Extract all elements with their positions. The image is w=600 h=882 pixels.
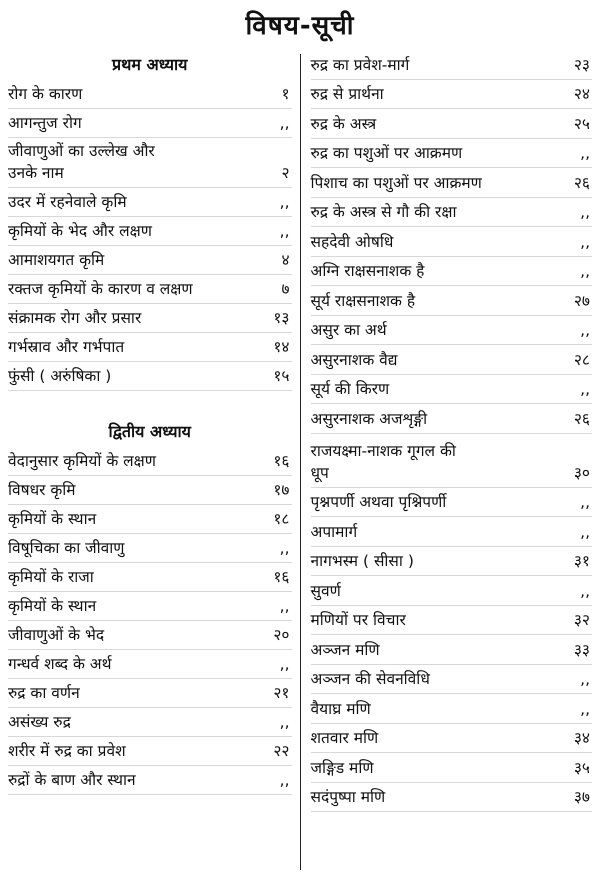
toc-entry-page-number: ,, <box>279 539 290 557</box>
toc-entry-page-number: ,, <box>580 232 590 251</box>
toc-entry <box>311 517 593 547</box>
toc-entry-title: रुद्र से प्रार्थना <box>310 85 384 103</box>
toc-columns <box>8 50 592 876</box>
toc-entry-page-number: ,, <box>580 581 590 600</box>
toc-entry-page-number: ,, <box>580 699 590 718</box>
toc-entry <box>8 362 292 391</box>
toc-entry-page-number: ,, <box>279 222 290 240</box>
toc-entry <box>8 80 292 109</box>
toc-entry-page-number: १८ <box>273 510 290 528</box>
toc-entry-title: विषूचिका का जीवाणु <box>8 539 125 557</box>
toc-entry-page-number: १४ <box>273 338 290 356</box>
chapter-2-continued-list <box>311 50 593 812</box>
toc-entry <box>8 304 292 333</box>
toc-entry-page-number: २१ <box>273 684 290 702</box>
toc-entry-page-number: ,, <box>279 655 290 673</box>
toc-entry-title: पिशाच का पशुओं पर आक्रमण <box>310 173 482 192</box>
toc-entry-title: रोग के कारण <box>8 85 83 103</box>
toc-entry <box>311 345 593 375</box>
toc-entry-title: जङ्गिड मणि <box>310 758 374 777</box>
toc-entry <box>8 534 292 563</box>
toc-entry <box>311 404 593 434</box>
toc-entry-page-number: १५ <box>273 367 290 385</box>
toc-entry-title: सूर्य की किरण <box>310 380 390 398</box>
toc-entry <box>8 217 292 246</box>
page-title: विषय-सूची <box>245 11 355 41</box>
chapter-2-heading: द्वितीय अध्याय <box>108 422 191 441</box>
toc-entry-title: रुद्र का प्रवेश-मार्ग <box>310 55 410 74</box>
toc-entry-title: नागभस्म ( सीसा ) <box>310 552 414 570</box>
toc-entry <box>311 665 593 695</box>
toc-entry-page-number: २२ <box>273 742 290 760</box>
toc-entry-page-number: १६ <box>273 568 290 586</box>
toc-entry <box>311 139 593 169</box>
toc-entry <box>8 679 292 708</box>
toc-entry-title: आमाशयगत कृमि <box>8 251 105 269</box>
toc-entry <box>311 488 593 518</box>
toc-entry <box>311 576 593 606</box>
toc-entry <box>8 333 292 362</box>
toc-entry-title: पृश्नपर्णी अथवा पृश्निपर्णी <box>310 493 447 511</box>
toc-entry-title: अञ्जन की सेवनविधि <box>310 670 430 688</box>
toc-entry-title: सुवर्ण <box>310 581 341 600</box>
toc-entry-title: रुद्र का वर्णन <box>8 684 80 702</box>
toc-entry-page-number: ,, <box>279 713 290 731</box>
toc-entry <box>311 724 593 754</box>
toc-entry-page-number: १६ <box>273 452 290 470</box>
toc-entry-page-number: २६ <box>573 173 590 192</box>
toc-entry-title: शरीर में रुद्र का प्रवेश <box>8 742 126 760</box>
toc-entry-title: कृमियों के स्थान <box>8 510 97 528</box>
toc-entry-page-number: १ <box>281 85 290 103</box>
toc-entry <box>311 606 593 636</box>
toc-entry-page-number: ३४ <box>573 729 590 747</box>
left-column <box>8 50 300 876</box>
toc-entry-title: जीवाणुओं के भेद <box>8 626 105 644</box>
toc-entry-page-number: २३ <box>573 55 590 74</box>
toc-entry-page-number: २४ <box>573 85 590 103</box>
toc-entry-title: असंख्य रुद्र <box>8 713 71 731</box>
toc-entry-title: मणियों पर विचार <box>310 611 406 629</box>
toc-entry <box>311 783 593 813</box>
toc-entry-title: गन्धर्व शब्द के अर्थ <box>8 655 112 673</box>
toc-entry-title: उदर में रहनेवाले कृमि <box>8 193 127 211</box>
toc-entry-title: सूर्य राक्षसनाशक है <box>310 291 416 310</box>
toc-entry-title: सहदेवी ओषधि <box>310 232 394 251</box>
toc-entry-page-number: २० <box>273 626 290 644</box>
toc-entry-page-number: २७ <box>573 291 590 310</box>
toc-entry-page-number: ३२ <box>573 611 590 629</box>
toc-entry <box>8 476 292 505</box>
toc-entry-title: असुरनाशक अजशृङ्गी <box>310 409 428 428</box>
toc-entry <box>311 80 593 110</box>
toc-entry-title: राजयक्ष्मा-नाशक गूगल की धूप <box>310 441 456 482</box>
toc-entry-page-number: ,, <box>580 670 590 688</box>
toc-entry-page-number: २६ <box>573 409 590 428</box>
toc-entry-title: जीवाणुओं का उल्लेख और उनके नाम <box>8 142 155 182</box>
toc-entry <box>311 198 593 228</box>
toc-entry <box>311 257 593 287</box>
toc-entry-title: फुंसी ( अरुंषिका ) <box>8 367 112 385</box>
toc-entry-title: कृमियों के भेद और लक्षण <box>8 222 152 240</box>
toc-entry <box>8 109 292 138</box>
toc-entry-page-number: ,, <box>580 203 590 221</box>
toc-entry-title: संक्रामक रोग और प्रसार <box>8 309 142 327</box>
toc-entry <box>8 708 292 737</box>
toc-entry <box>8 275 292 304</box>
toc-entry-title: वेदानुसार कृमियों के लक्षण <box>8 452 157 470</box>
toc-entry-title: रुद्रों के बाण और स्थान <box>8 771 136 789</box>
toc-entry-page-number: ,, <box>580 493 590 511</box>
toc-entry-page-number: १३ <box>273 309 290 327</box>
toc-entry <box>8 592 292 621</box>
toc-entry-page-number: ,, <box>580 144 590 162</box>
toc-entry <box>311 316 593 346</box>
toc-entry <box>8 188 292 217</box>
toc-entry <box>311 753 593 783</box>
toc-entry-title: विषधर कृमि <box>8 481 76 499</box>
toc-entry <box>311 375 593 405</box>
toc-entry-title: अपामार्ग <box>310 522 358 541</box>
toc-entry-page-number: ,, <box>279 193 290 211</box>
toc-entry <box>311 227 593 257</box>
toc-entry-page-number: ३० <box>573 463 590 482</box>
toc-entry <box>311 635 593 665</box>
toc-entry-title: कृमियों के राजा <box>8 568 94 586</box>
toc-entry-page-number: ३७ <box>573 788 590 806</box>
toc-entry <box>8 621 292 650</box>
toc-entry-page-number: २५ <box>573 114 590 133</box>
toc-entry-page-number: ,, <box>279 771 290 789</box>
toc-entry-title: रक्तज कृमियों के कारण व लक्षण <box>8 280 193 298</box>
toc-entry <box>311 547 593 577</box>
toc-entry-page-number: ,, <box>580 321 590 339</box>
toc-entry-title: रुद्र के अस्त्र से गौ की रक्षा <box>310 203 457 221</box>
toc-entry <box>8 138 292 188</box>
right-column <box>301 50 593 876</box>
toc-entry-title: आगन्तुज रोग <box>8 114 82 132</box>
toc-entry-title: वैयाघ्र मणि <box>310 699 371 718</box>
chapter-1-heading: प्रथम अध्याय <box>112 55 188 74</box>
toc-entry-page-number: ७ <box>281 280 290 298</box>
toc-entry <box>8 505 292 534</box>
toc-entry <box>8 766 292 795</box>
toc-entry-page-number: ,, <box>580 262 590 280</box>
toc-entry-title: अञ्जन मणि <box>310 640 380 659</box>
toc-entry <box>311 434 593 488</box>
toc-entry-title: असुर का अर्थ <box>310 321 387 339</box>
toc-entry-page-number: ,, <box>580 522 590 541</box>
toc-entry-page-number: ,, <box>580 380 590 398</box>
toc-entry-title: असुरनाशक वैद्य <box>310 350 398 369</box>
toc-entry-page-number: २ <box>281 164 290 182</box>
toc-entry <box>311 109 593 139</box>
toc-entry <box>8 447 292 476</box>
toc-entry <box>311 50 593 80</box>
toc-entry-page-number: ,, <box>279 597 290 615</box>
toc-entry-title: रुद्र का पशुओं पर आक्रमण <box>310 144 463 162</box>
toc-entry-page-number: २८ <box>573 350 590 369</box>
toc-entry-page-number: ४ <box>281 251 290 269</box>
toc-entry-title: अग्नि राक्षसनाशक है <box>310 262 425 280</box>
toc-entry <box>8 737 292 766</box>
chapter-2-list <box>8 447 292 795</box>
toc-entry <box>311 286 593 316</box>
toc-entry-title: कृमियों के स्थान <box>8 597 97 615</box>
toc-entry <box>311 168 593 198</box>
toc-entry-page-number: ३३ <box>573 640 590 659</box>
toc-entry-page-number: ३५ <box>573 758 590 777</box>
toc-entry-page-number: ३१ <box>573 552 590 570</box>
toc-entry-title: सदंपुष्पा मणि <box>310 788 386 806</box>
toc-entry-page-number: १७ <box>273 481 290 499</box>
toc-entry-title: शतवार मणि <box>310 729 379 747</box>
toc-entry <box>311 694 593 724</box>
toc-entry <box>8 563 292 592</box>
toc-entry <box>8 650 292 679</box>
toc-entry <box>8 246 292 275</box>
toc-entry-page-number: ,, <box>279 114 290 132</box>
toc-entry-title: रुद्र के अस्त्र <box>310 114 377 133</box>
chapter-1-list <box>8 80 292 391</box>
toc-entry-title: गर्भस्राव और गर्भपात <box>8 338 125 356</box>
